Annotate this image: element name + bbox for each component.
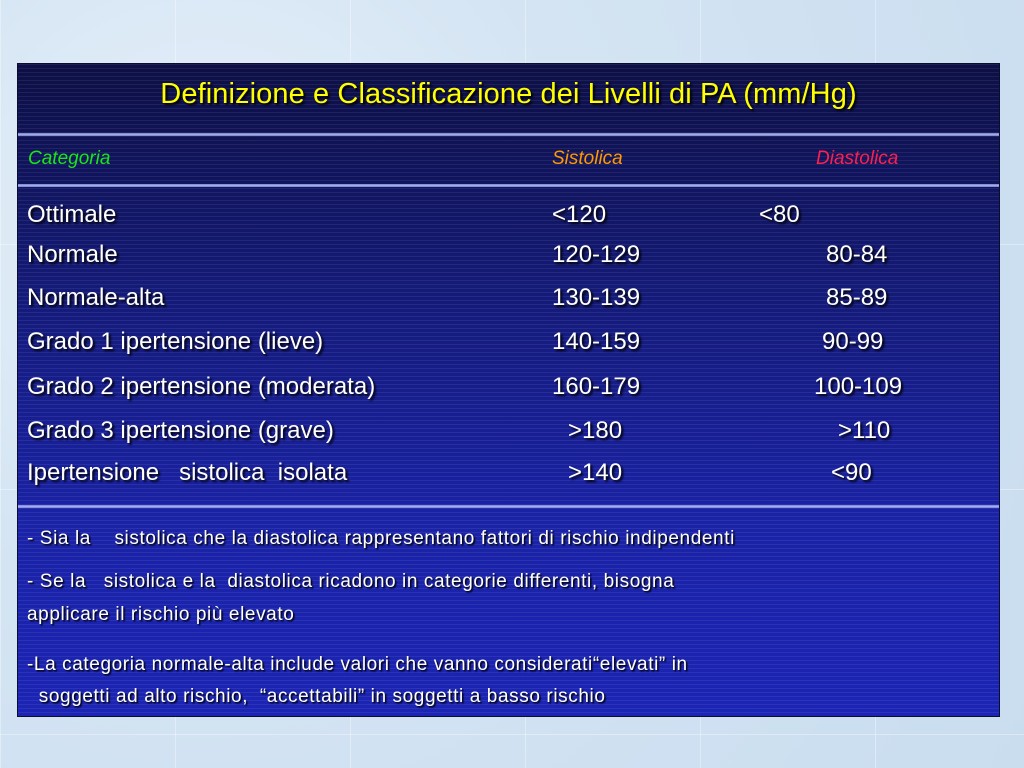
header-systolic: Sistolica (552, 148, 623, 169)
divider (18, 505, 999, 508)
note-line: - Sia la sistolica che la diastolica rappresentano fattori di rischio indipendenti (27, 528, 735, 549)
diastolic-cell: 100-109 (814, 373, 903, 400)
diastolic-cell: 90-99 (822, 328, 884, 355)
table-row (18, 373, 999, 403)
systolic-cell: >180 (568, 417, 623, 444)
systolic-cell: 130-139 (552, 284, 641, 311)
diastolic-cell: <80 (759, 201, 800, 228)
note-line: soggetti ad alto rischio, “accettabili” in soggetti a basso rischio (27, 686, 606, 707)
category-cell: Normale-alta (27, 284, 165, 311)
table-row (18, 241, 999, 271)
diastolic-cell: 80-84 (826, 241, 888, 268)
category-cell: Normale (27, 241, 118, 268)
category-cell: Ipertensione sistolica isolata (27, 459, 348, 486)
diastolic-cell: >110 (838, 417, 891, 444)
content-panel (18, 64, 999, 716)
table-row (18, 201, 999, 231)
table-row (18, 284, 999, 314)
systolic-cell: <120 (552, 201, 607, 228)
category-cell: Grado 2 ipertensione (moderata) (27, 373, 376, 400)
table-row (18, 328, 999, 358)
note-line: applicare il rischio più elevato (27, 604, 295, 625)
header-diastolic: Diastolica (816, 148, 899, 169)
divider (18, 133, 999, 136)
systolic-cell: 140-159 (552, 328, 641, 355)
page-title: Definizione e Classificazione dei Livelli di PA (mm/Hg) (160, 78, 857, 110)
note-line: - Se la sistolica e la diastolica ricadono in categorie differenti, bisogna (27, 571, 675, 592)
header-category: Categoria (28, 148, 111, 169)
note-line: -La categoria normale-alta include valori che vanno considerati“elevati” in (27, 654, 688, 675)
diastolic-cell: 85-89 (826, 284, 888, 311)
diastolic-cell: <90 (831, 459, 872, 486)
systolic-cell: 120-129 (552, 241, 641, 268)
table-row (18, 417, 999, 447)
table-row (18, 459, 999, 489)
category-cell: Ottimale (27, 201, 117, 228)
category-cell: Grado 3 ipertensione (grave) (27, 417, 334, 444)
systolic-cell: >140 (568, 459, 623, 486)
divider (18, 184, 999, 187)
systolic-cell: 160-179 (552, 373, 641, 400)
category-cell: Grado 1 ipertensione (lieve) (27, 328, 324, 355)
